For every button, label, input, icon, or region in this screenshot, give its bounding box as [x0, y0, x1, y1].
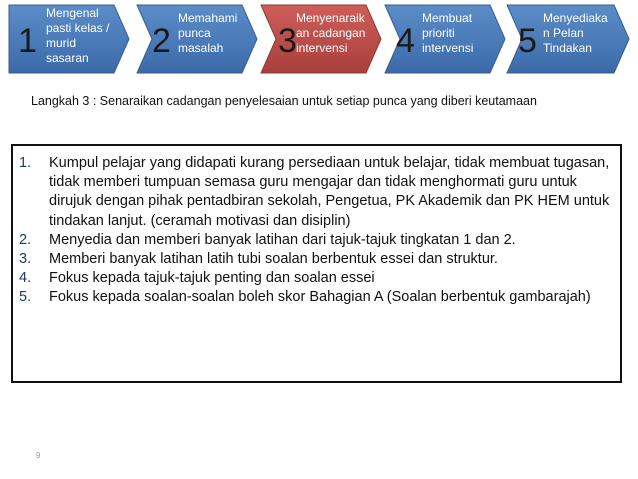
- list-item: [19, 250, 619, 269]
- list-item-text: Fokus kepada soalan-soalan boleh skor Bahagian A (Soalan berbentuk gambarajah): [49, 289, 591, 306]
- step-3: [260, 4, 382, 74]
- step-4: [384, 4, 506, 74]
- list-item: [19, 231, 619, 250]
- step-description: Langkah 3 : Senaraikan cadangan penyelesaian untuk setiap punca yang diberi keutamaan: [31, 94, 537, 108]
- step-2-label: Memahami punca masalah: [178, 11, 238, 55]
- list-item-text: Kumpul pelajar yang didapati kurang persediaan untuk belajar, tidak membuat tugasan, tidak memberi tumpuan semasa guru mengajar dan tidak menghormati guru untuk dirujuk dengan pihak pentadbiran sekolah, Pengetua, PK Akademik dan PK HEM untuk tindakan lanjut. (ceramah motivasi dan disiplin): [49, 155, 610, 229]
- page-number: 9: [36, 451, 41, 460]
- step-1-label: Mengenal pasti kelas / murid sasaran: [46, 6, 110, 65]
- list-item-number: 1.: [19, 155, 32, 171]
- list-item: [19, 269, 619, 288]
- step-2-number: 2: [152, 22, 171, 60]
- step-3-number: 3: [278, 22, 297, 60]
- list-item-text: Fokus kepada tajuk-tajuk penting dan soalan essei: [49, 270, 375, 287]
- step-4-label: Membuat prioriti intervensi: [422, 11, 474, 55]
- intervention-list-box: [11, 144, 622, 383]
- step-2: [136, 4, 258, 74]
- list-item-text: Memberi banyak latihan latih tubi soalan berbentuk essei dan struktur.: [49, 251, 498, 268]
- step-5-label: Menyediaka n Pelan Tindakan: [543, 11, 608, 55]
- step-3-label: Menyenaraik an cadangan intervensi: [296, 11, 366, 55]
- list-item-text: Menyedia dan memberi banyak latihan dari tajuk-tajuk tingkatan 1 dan 2.: [49, 231, 516, 248]
- step-1: [8, 4, 130, 74]
- list-item-number: 5.: [19, 289, 32, 306]
- step-1-number: 1: [18, 22, 37, 60]
- list-item: [19, 154, 619, 231]
- list-item: [19, 288, 619, 307]
- list-item-number: 3.: [19, 251, 32, 268]
- list-item-number: 4.: [19, 270, 32, 287]
- list-item-number: 2.: [19, 231, 32, 248]
- intervention-list: [19, 154, 619, 308]
- step-5: [506, 4, 630, 74]
- step-chevrons: [8, 0, 630, 80]
- step-4-number: 4: [396, 22, 415, 60]
- step-5-number: 5: [518, 22, 537, 60]
